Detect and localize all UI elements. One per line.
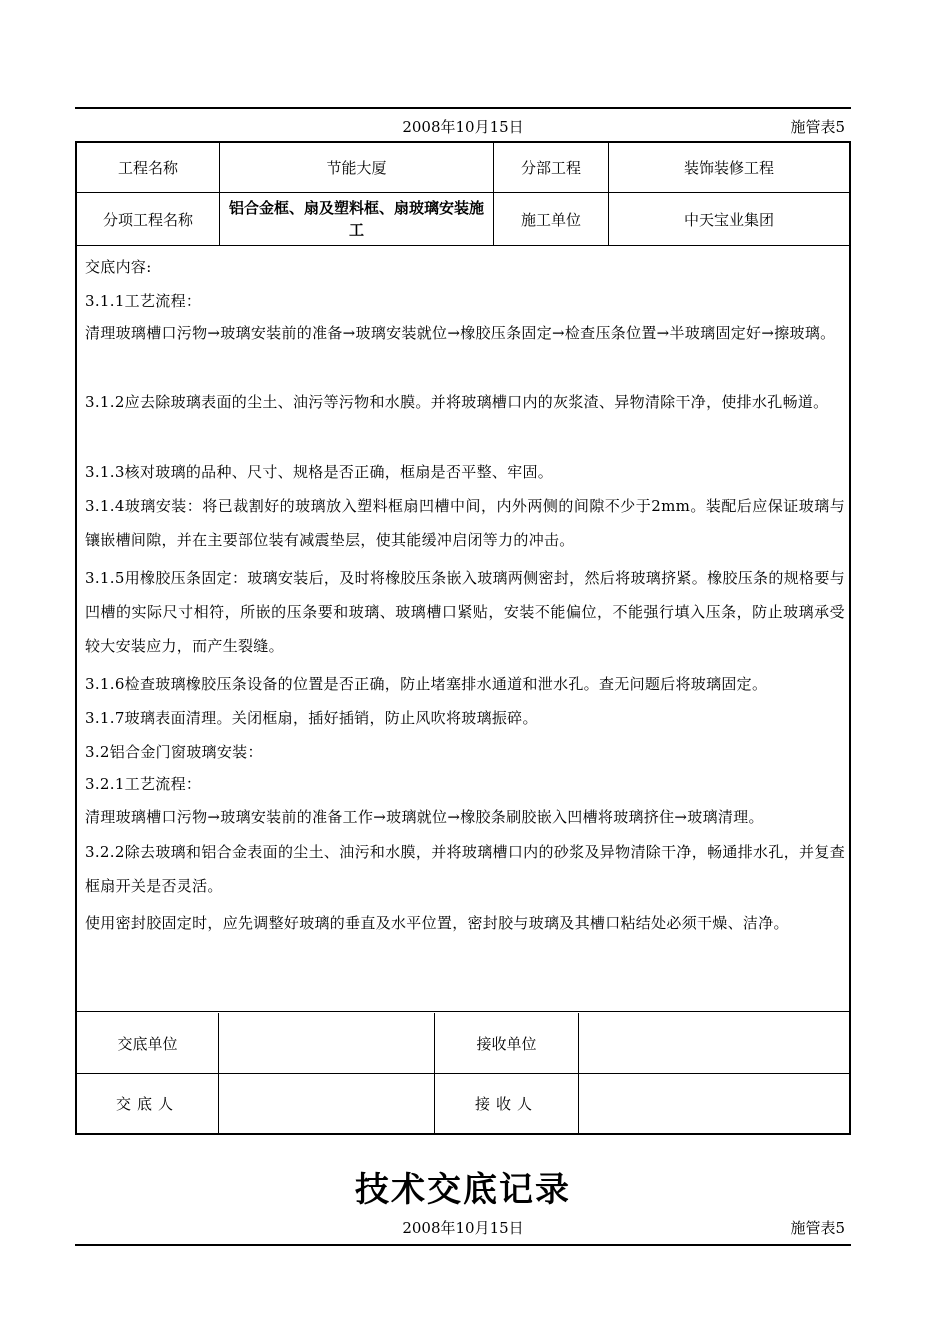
paragraph: 3.1.3核对玻璃的品种、尺寸、规格是否正确，框扇是否平整、牢固。: [85, 463, 554, 481]
bottom-header-date: 2008年10月15日: [402, 1219, 524, 1237]
project-value: 节能大厦: [220, 143, 494, 192]
division-label: 分部工程: [494, 143, 609, 192]
top-header: [75, 116, 851, 138]
issuer-unit-value: [219, 1013, 435, 1073]
receiver-person-label: 接收人: [435, 1074, 579, 1133]
subitem-label: 分项工程名称: [77, 193, 220, 245]
paragraph: 3.1.6检查玻璃橡胶压条设备的位置是否正确，防止堵塞排水通道和泄水孔。查无问题后将玻璃固定。: [85, 675, 768, 693]
paragraph: 3.1.2应去除玻璃表面的尘土、油污等污物和水膜。并将玻璃槽口内的灰浆渣、异物清除干净，使排水孔畅道。: [85, 393, 829, 411]
page-title: 技术交底记录: [355, 1170, 571, 1210]
signature-row-person: [77, 1074, 849, 1133]
paragraph: 使用密封胶固定时，应先调整好玻璃的垂直及水平位置，密封胶与玻璃及其槽口粘结处必须干燥、洁净。: [85, 914, 789, 932]
paragraph: 清理玻璃槽口污物→玻璃安装前的准备工作→玻璃就位→橡胶条刷胶嵌入凹槽将玻璃挤住→玻璃清理。: [85, 808, 764, 826]
issuer-person-value: [219, 1074, 435, 1133]
top-rule: [75, 107, 851, 109]
paragraph: 3.2.2除去玻璃和铝合金表面的尘土、油污和水膜，并将玻璃槽口内的砂浆及异物清除干净，畅通排水孔，并复查框扇开关是否灵活。: [85, 843, 845, 895]
signature-row-unit: [77, 1013, 849, 1074]
issuer-person-label: 交底人: [77, 1074, 219, 1133]
receiver-person-value: [579, 1074, 849, 1133]
receiver-unit-value: [579, 1013, 849, 1073]
content-heading: 交底内容:: [85, 258, 152, 276]
subitem-value-cell: [220, 193, 494, 245]
bottom-form-code: 施管表5: [790, 1219, 845, 1237]
paragraph: 3.1.7玻璃表面清理。关闭框扇，插好插销，防止风吹将玻璃振碎。: [85, 709, 538, 727]
division-value: 装饰装修工程: [683, 159, 774, 177]
table-row-project: [77, 143, 849, 193]
contractor-value: 中天宝业集团: [683, 210, 774, 229]
issuer-unit-label: 交底单位: [77, 1013, 219, 1073]
bottom-header: [75, 1217, 851, 1239]
receiver-unit-label: 接收单位: [435, 1013, 579, 1073]
paragraph: 3.1.1工艺流程：: [85, 292, 202, 310]
contractor-label: 施工单位: [494, 193, 609, 245]
paragraph: 3.1.5用橡胶压条固定：玻璃安装后，及时将橡胶压条嵌入玻璃两侧密封，然后将玻璃挤紧。橡胶压条的规格要与凹槽的实际尺寸相符，所嵌的压条要和玻璃、玻璃槽口紧贴，安装不能偏位，不能强行填入压条，防止玻璃承受较大安装应力，而产生裂缝。: [85, 569, 845, 655]
header-date: 2008年10月15日: [402, 118, 524, 136]
paragraph: 3.2铝合金门窗玻璃安装：: [85, 743, 263, 761]
paragraph: 3.2.1工艺流程：: [85, 775, 202, 793]
subitem-value: 铝合金框、扇及塑料框、扇玻璃安装施工: [228, 199, 484, 239]
form-code: 施管表5: [790, 118, 845, 136]
project-label: 工程名称: [77, 143, 220, 192]
disclosure-table: [75, 141, 851, 1135]
bottom-rule: [75, 1244, 851, 1246]
paragraph: 清理玻璃槽口污物→玻璃安装前的准备→玻璃安装就位→橡胶压条固定→检查压条位置→半玻璃固定好→擦玻璃。: [85, 324, 836, 342]
table-row-subitem: [77, 193, 849, 246]
paragraph: 3.1.4玻璃安装：将已裁割好的玻璃放入塑料框扇凹槽中间，内外两侧的间隙不少于2mm。装配后应保证玻璃与镶嵌槽间隙，并在主要部位装有减震垫层，使其能缓冲启闭等力的冲击。: [85, 497, 845, 549]
disclosure-content: [77, 246, 849, 1012]
